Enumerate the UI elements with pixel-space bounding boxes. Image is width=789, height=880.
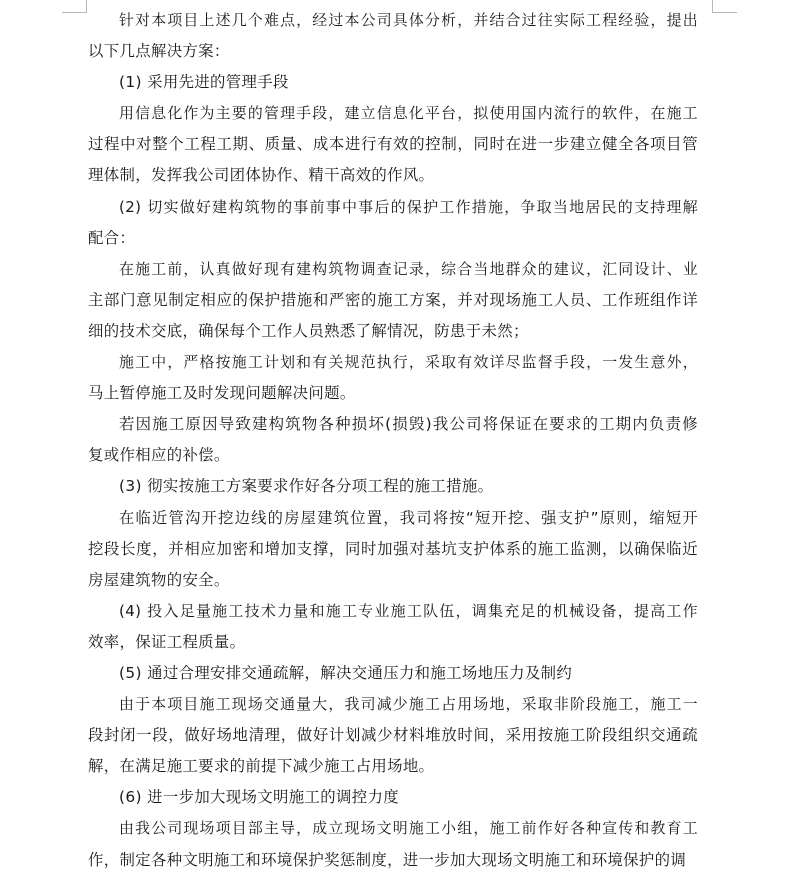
- text-line: 若因施工原因导致建构筑物各种损坏(损毁)我公司将保证在要求的工期内负责修: [119, 415, 698, 434]
- text-line: 用信息化作为主要的管理手段，建立信息化平台，拟使用国内流行的软件，在施工: [119, 104, 698, 123]
- text-line: 配合：: [88, 228, 136, 247]
- paragraph: [88, 503, 698, 596]
- text-line: 马上暂停施工及时发现问题解决问题。: [88, 384, 356, 403]
- paragraph: [88, 5, 698, 67]
- text-line: (4) 投入足量施工技术力量和施工专业施工队伍，调集充足的机械设备，提高工作: [119, 601, 698, 620]
- text-line: 段封闭一段，做好场地清理，做好计划减少材料堆放时间，采用按施工阶段组织交通疏: [88, 726, 698, 745]
- paragraph: [88, 192, 698, 254]
- paragraph: [88, 347, 698, 409]
- paragraph: [88, 596, 698, 658]
- text-line: (5) 通过合理安排交通疏解，解决交通压力和施工场地压力及制约: [119, 663, 573, 682]
- crop-mark-top-left: [62, 0, 87, 13]
- text-line: 施工中，严格按施工计划和有关规范执行，采取有效详尽监督手段，一发生意外，: [119, 353, 698, 372]
- text-line: 解，在满足施工要求的前提下减少施工占用场地。: [88, 757, 435, 776]
- paragraph: [88, 813, 698, 875]
- text-line: (2) 切实做好建构筑物的事前事中事后的保护工作措施，争取当地居民的支持理解: [119, 197, 698, 216]
- text-line: 房屋建筑物的安全。: [88, 570, 230, 589]
- paragraph: [88, 98, 698, 191]
- paragraph: [88, 782, 698, 813]
- text-line: 细的技术交底，确保每个工作人员熟悉了解情况，防患于未然；: [88, 321, 529, 340]
- text-line: 作，制定各种文明施工和环境保护奖惩制度，进一步加大现场文明施工和环境保护的调: [88, 850, 687, 869]
- paragraph: [88, 471, 698, 502]
- text-line: (6) 进一步加大现场文明施工的调控力度: [119, 788, 399, 807]
- text-line: 以下几点解决方案：: [88, 42, 230, 61]
- text-line: 主部门意见制定相应的保护措施和严密的施工方案，并对现场施工人员、工作班组作详: [88, 290, 698, 309]
- text-line: 理体制，发挥我公司团体协作、精干高效的作风。: [88, 166, 435, 185]
- text-line: 过程中对整个工程工期、质量、成本进行有效的控制，同时在进一步建立健全各项目管: [88, 135, 698, 154]
- paragraph: [88, 658, 698, 689]
- text-line: 挖段长度，并相应加密和增加支撑，同时加强对基坑支护体系的施工监测，以确保临近: [88, 539, 698, 558]
- paragraph: [88, 254, 698, 347]
- text-line: 效率，保证工程质量。: [88, 632, 246, 651]
- paragraph: [88, 689, 698, 782]
- paragraph: [88, 67, 698, 98]
- text-line: (3) 彻实按施工方案要求作好各分项工程的施工措施。: [119, 477, 494, 496]
- text-line: 由于本项目施工现场交通量大，我司减少施工占用场地，采取非阶段施工，施工一: [119, 695, 698, 714]
- text-line: 针对本项目上述几个难点，经过本公司具体分析，并结合过往实际工程经验，提出: [119, 11, 698, 29]
- crop-mark-top-right: [712, 0, 737, 13]
- text-line: 在施工前，认真做好现有建构筑物调查记录，综合当地群众的建议，汇同设计、业: [119, 259, 698, 278]
- text-line: (1) 采用先进的管理手段: [119, 73, 289, 92]
- text-line: 复或作相应的补偿。: [88, 446, 230, 465]
- paragraph: [88, 409, 698, 471]
- document-body: [88, 5, 698, 876]
- text-line: 由我公司现场项目部主导，成立现场文明施工小组，施工前作好各种宣传和教育工: [119, 819, 698, 838]
- text-line: 在临近管沟开挖边线的房屋建筑位置，我司将按“短开挖、强支护”原则，缩短开: [119, 508, 698, 527]
